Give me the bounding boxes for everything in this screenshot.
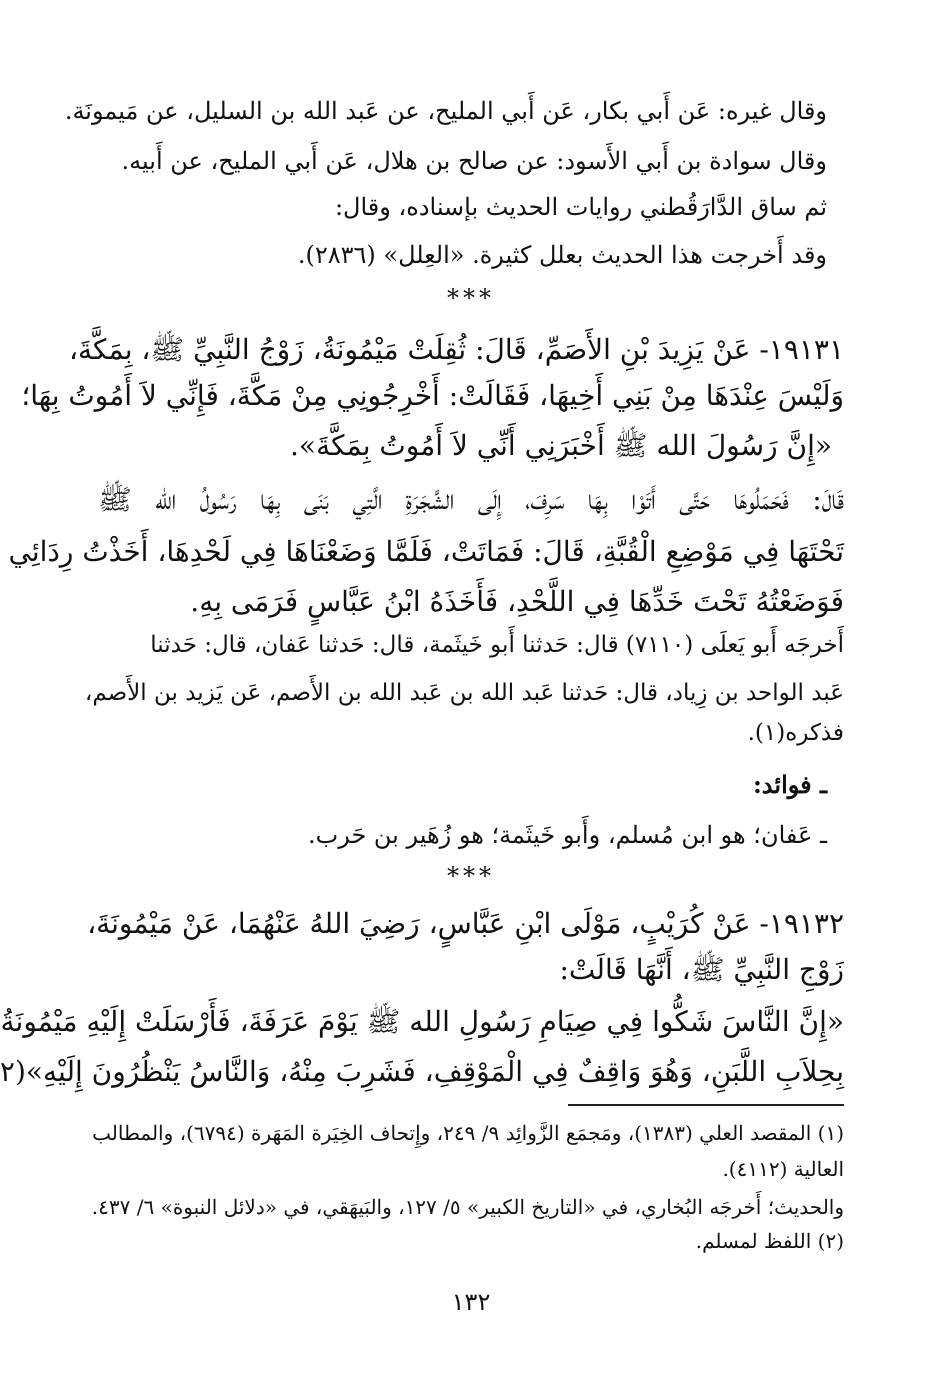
hadith-line: قَالَ: فَحَمَلُوهَا حَتَّى أَتَوْا بِهَا سَرِفَ، إِلَى الشَّجَرَةِ الَّتِي بَنَى بِهَا رَسُولُ الله ﷺ: [98, 483, 844, 516]
hadith-line: ١٩١٣٢- عَنْ كُرَيْبٍ، مَوْلَى ابْنِ عَبَّاسٍ، رَضِيَ اللهُ عَنْهُمَا، عَنْ مَيْمُونَةَ،: [87, 907, 844, 940]
intro-line: ثم ساق الدَّارَقُطني روايات الحديث بإسناده، وقال:: [334, 193, 827, 221]
section-separator: ***: [447, 862, 495, 890]
footnote-rule: [568, 1104, 844, 1106]
hadith-line: فَوَضَعْتُهُ تَحْتَ خَدِّهَا فِي اللَّحْدِ، فَأَخَذَهُ ابْنُ عَبَّاسٍ فَرَمَى بِهِ.: [190, 585, 844, 618]
section-separator: ***: [447, 284, 495, 312]
hadith-line: زَوْجِ النَّبِيِّ ﷺ، أَنَّهَا قَالَتْ:: [559, 953, 844, 986]
footnote-line: العالية (٤١١٢).: [722, 1157, 844, 1181]
hadith-line: بِحِلاَبِ اللَّبَنِ، وَهُوَ وَاقِفٌ فِي الْمَوْقِفِ، فَشَرِبَ مِنْهُ، وَالنَّاسُ يَنْظُرُونَ إِلَيْهِ»(٢: [0, 1055, 844, 1088]
footnote-line: (١) المقصد العلي (١٣٨٣)، ومَجمَع الزَّوائِد ٩/ ٢٤٩، وإِتحاف الخِيَرة المَهَرة (٦٧٩٤)، والمطالب: [92, 1121, 844, 1145]
footnote-line: (٢) اللفظ لمسلم.: [695, 1229, 844, 1253]
footnote-line: والحديث؛ أَخرجَه البُخاري، في «التاريخ الكبير» ٥/ ١٢٧، والبَيهَقي، في «دلائل النبوة» ٦/ ٤٣٧.: [91, 1195, 844, 1219]
fawaid-line: ـ عَفان؛ هو ابن مُسلم، وأَبو خَيثَمة؛ هو زُهَير بن حَرب.: [307, 821, 827, 849]
hadith-line: وَلَيْسَ عِنْدَهَا مِنْ بَنِي أَخِيهَا، فَقَالَتْ: أَخْرِجُونِي مِنْ مَكَّةَ، فَإِنِّي لاَ أَمُوتُ بِهَا؛: [21, 379, 844, 412]
hadith-line: «إِنَّ النَّاسَ شَكُّوا فِي صِيَامِ رَسُولِ الله ﷺ يَوْمَ عَرَفَةَ، فَأَرْسَلَتْ إِلَيْهِ مَيْمُونَةُ: [0, 1005, 844, 1038]
hadith-line: «إِنَّ رَسُولَ الله ﷺ أَخْبَرَنِي أَنِّي لاَ أَمُوتُ بِمَكَّةَ».: [290, 429, 832, 462]
hadith-line: ١٩١٣١- عَنْ يَزِيدَ بْنِ الأَصَمِّ، قَالَ: ثُقِلَتْ مَيْمُونَةُ، زَوْجُ النَّبِيِّ ﷺ، بِمَكَّةَ،: [69, 333, 844, 366]
narration-line: عَبد الواحد بن زِياد، قال: حَدثنا عَبد الله بن عَبد الله بن الأَصم، عَن يَزيد بن الأَصم،: [84, 680, 844, 706]
hadith-line: تَحْتَهَا فِي مَوْضِعِ الْقُبَّةِ، قَالَ: فَمَاتَتْ، فَلَمَّا وَضَعْنَاهَا فِي لَحْدِهَا، أَخَذْتُ رِدَائِي: [8, 535, 844, 568]
intro-line: وقال سوادة بن أَبي الأَسود: عن صالح بن هلال، عَن أَبي المليح، عن أَبيه.: [121, 147, 827, 175]
narration-line: فذكره(١).: [747, 720, 844, 746]
intro-line: وقد أَخرجت هذا الحديث بعلل كثيرة. «العِلل» (٢٨٣٦).: [297, 241, 827, 269]
narration-line: أَخرجَه أَبو يَعلَى (٧١١٠) قال: حَدثنا أَبو خَيثَمة، قال: حَدثنا عَفان، قال: حَدثنا: [150, 632, 844, 658]
intro-line: وقال غيره: عَن أَبي بكار، عَن أَبي المليح، عن عَبد الله بن السليل، عن مَيمونَة.: [64, 97, 827, 125]
page-number: ١٣٢: [451, 1288, 491, 1316]
fawaid-heading: ـ فوائد:: [752, 770, 827, 799]
